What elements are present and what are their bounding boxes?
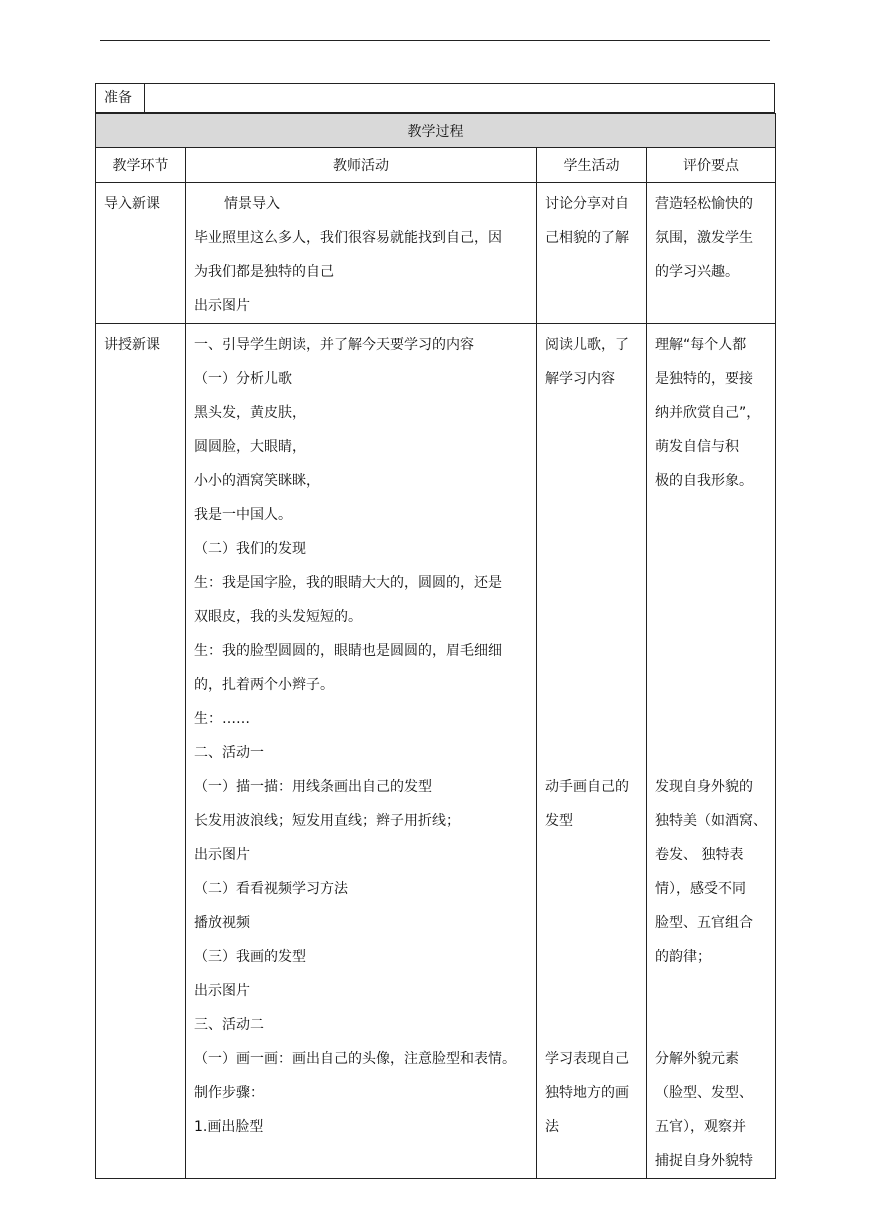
teacher-line: 为我们都是独特的自己 [194,264,334,280]
teacher-line: （一）描一描：用线条画出自己的发型 [194,779,432,795]
student-line: 讨论分享对自 [545,196,629,212]
student-cell [537,324,647,1179]
eval-line: 萌发自信与积 [655,439,739,455]
teacher-cell [186,324,537,1179]
student-line: 动手画自己的 [545,779,629,795]
eval-line: 五官），观察并 [655,1119,746,1135]
header-row [96,148,776,183]
teacher-line: （二）我们的发现 [194,541,306,557]
eval-line: 捕捉自身外貌特 [655,1153,753,1169]
teacher-line: 制作步骤： [194,1085,264,1101]
table-row [96,324,776,1179]
stage-cell [96,324,186,1179]
eval-line: 独特美（如酒窝、 [655,813,767,829]
eval-line: 卷发、 独特表 [655,847,744,863]
teacher-cell [186,183,537,324]
student-line: 己相貌的了解 [545,230,629,246]
teacher-line: 生：…… [194,711,250,727]
teacher-line: 长发用波浪线；短发用直线；辫子用折线； [194,813,460,829]
process-title: 教学过程 [96,114,776,148]
eval-line: 脸型、五官组合 [655,915,753,931]
eval-line: 纳并欣赏自己”， [655,405,761,421]
stage-cell [96,183,186,324]
teacher-line: 毕业照里这么多人，我们很容易就能找到自己，因 [194,230,502,246]
eval-line: 的韵律； [655,949,711,965]
eval-line: 分解外貌元素 [655,1051,739,1067]
teacher-line: 出示图片 [194,847,250,863]
teacher-line: 小小的酒窝笑眯眯， [194,473,320,489]
teacher-line: （一）分析儿歌 [194,371,292,387]
eval-line: 氛围，激发学生 [655,230,753,246]
teacher-line: 的，扎着两个小辫子。 [194,677,334,693]
eval-cell [647,324,776,1179]
header-student: 学生活动 [537,148,647,183]
teacher-line: 出示图片 [194,983,250,999]
teacher-line: 圆圆脸，大眼睛， [194,439,306,455]
eval-line: （脸型、发型、 [655,1085,753,1101]
student-line: 发型 [545,813,573,829]
student-line: 阅读儿歌，了 [545,337,629,353]
process-title-row [96,114,776,148]
teacher-line: 双眼皮，我的头发短短的。 [194,609,362,625]
student-line: 学习表现自己 [545,1051,629,1067]
teacher-line: 1.画出脸型 [194,1119,264,1135]
teacher-line: 出示图片 [194,298,250,314]
eval-line: 极的自我形象。 [655,473,753,489]
teacher-line: 情景导入 [224,196,280,212]
eval-cell [647,183,776,324]
stage-label: 导入新课 [104,196,160,212]
teacher-line: 三、活动二 [194,1017,264,1033]
eval-line: 发现自身外貌的 [655,779,753,795]
header-teacher: 教师活动 [186,148,537,183]
eval-line: 理解“每个人都 [655,337,747,353]
prep-row [95,83,775,113]
lesson-process-table [95,113,776,1179]
page-header-rule [100,40,770,41]
eval-line: 营造轻松愉快的 [655,196,753,212]
student-cell [537,183,647,324]
header-stage: 教学环节 [96,148,186,183]
teacher-line: 生：我是国字脸，我的眼睛大大的，圆圆的，还是 [194,575,502,591]
teacher-line: （一）画一画：画出自己的头像，注意脸型和表情。 [194,1051,516,1067]
teacher-line: 二、活动一 [194,745,264,761]
teacher-line: 我是一中国人。 [194,507,292,523]
teacher-line: （三）我画的发型 [194,949,306,965]
eval-line: 情），感受不同 [655,881,746,897]
student-line: 独特地方的画 [545,1085,629,1101]
eval-line: 的学习兴趣。 [655,264,739,280]
table-row [96,183,776,324]
prep-label: 准备 [96,84,145,112]
eval-line: 是独特的，要接 [655,371,753,387]
student-line: 解学习内容 [545,371,615,387]
teacher-line: 黑头发，黄皮肤， [194,405,306,421]
student-line: 法 [545,1119,559,1135]
teacher-line: （二）看看视频学习方法 [194,881,348,897]
header-eval: 评价要点 [647,148,776,183]
teacher-line: 生：我的脸型圆圆的，眼睛也是圆圆的，眉毛细细 [194,643,502,659]
teacher-line: 一、引导学生朗读，并了解今天要学习的内容 [194,337,474,353]
stage-label: 讲授新课 [104,337,160,353]
teacher-line: 播放视频 [194,915,250,931]
